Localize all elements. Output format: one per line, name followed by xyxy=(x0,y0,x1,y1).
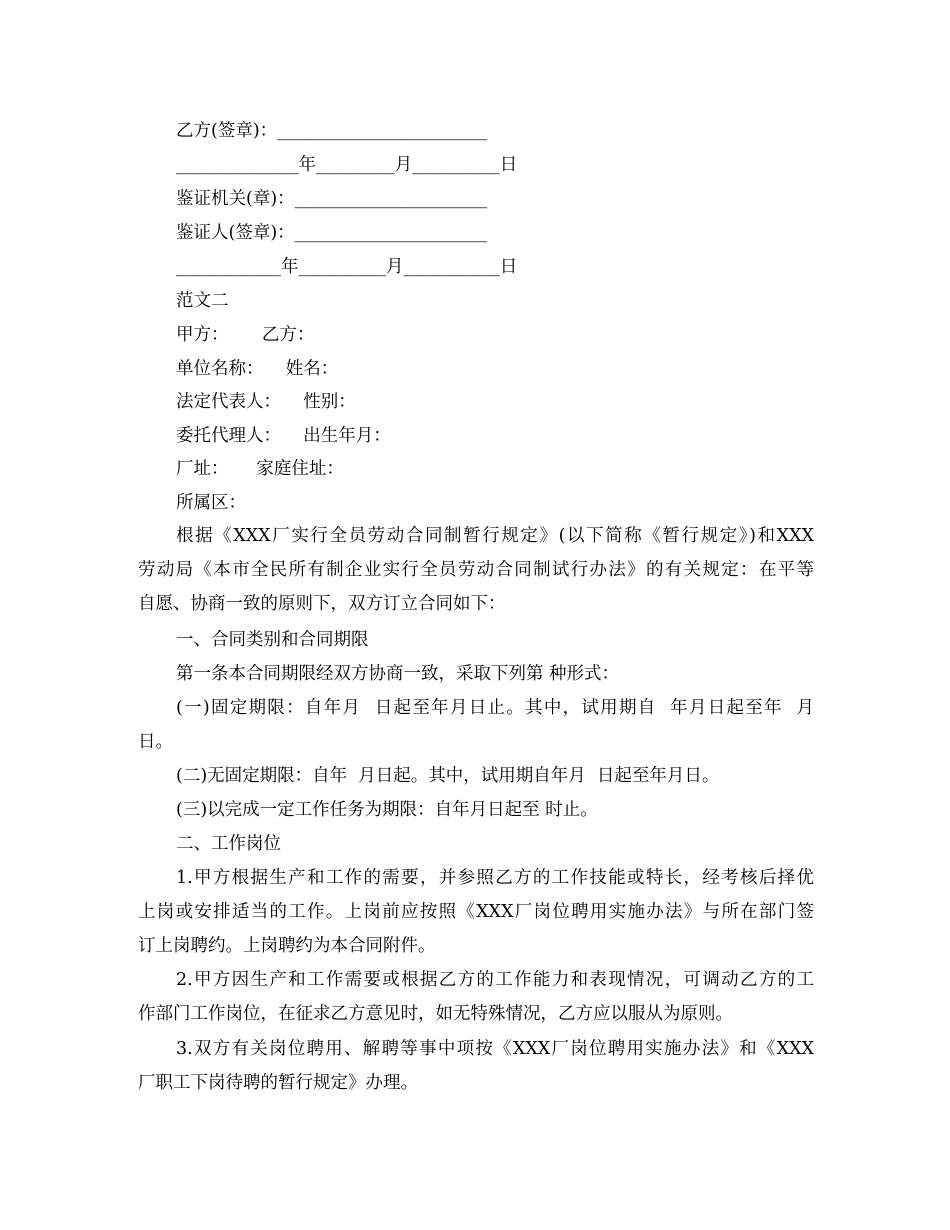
term-option-line: (一)固定期限：自年月 日起至年月日止。其中，试用期自 年月日起至年 月 xyxy=(176,698,814,718)
sample-title: 范文二 xyxy=(176,291,229,311)
paragraph-line: 1.甲方根据生产和工作的需要，并参照乙方的工作技能或特长，经考核后择优 xyxy=(176,868,814,888)
party-b-signature-line: 乙方(签章)：________________________ xyxy=(176,121,488,141)
date-line: ____________年__________月___________日 xyxy=(176,257,518,277)
article-text: 第一条本合同期限经双方协商一致，采取下列第 种形式： xyxy=(176,664,620,684)
parties-row: 厂址： 家庭住址： xyxy=(176,459,344,479)
section-heading: 一、合同类别和合同期限 xyxy=(176,630,369,650)
paragraph-line: 3.双方有关岗位聘用、解聘等事中项按《XXX厂岗位聘用实施办法》和《XXX xyxy=(176,1039,814,1059)
term-option-line: (二)无固定期限：自年 月日起。其中，试用期自年月 日起至年月日。 xyxy=(176,766,720,786)
authority-seal-line: 鉴证机关(章)：______________________ xyxy=(176,189,488,209)
parties-row: 所属区： xyxy=(176,493,246,513)
preamble-line: 自愿、协商一致的原则下，双方订立合同如下： xyxy=(138,594,506,614)
term-option-line: 日。 xyxy=(138,732,173,752)
paragraph-line: 厂职工下岗待聘的暂行规定》办理。 xyxy=(138,1073,418,1093)
parties-row: 单位名称： 姓名： xyxy=(176,359,339,379)
term-option-line: (三)以完成一定工作任务为期限：自年月日起至 时止。 xyxy=(176,800,598,820)
parties-row: 甲方： 乙方： xyxy=(176,325,315,345)
preamble-line: 劳动局《本市全民所有制企业实行全员劳动合同制试行办法》的有关规定：在平等 xyxy=(138,560,814,580)
paragraph-line: 上岗或安排适当的工作。上岗前应按照《XXX厂岗位聘用实施办法》与所在部门签 xyxy=(138,902,814,922)
paragraph-line: 作部门工作岗位，在征求乙方意见时，如无特殊情况，乙方应以服从为原则。 xyxy=(138,1004,733,1024)
verifier-signature-line: 鉴证人(签章)：______________________ xyxy=(176,223,488,243)
parties-row: 法定代表人： 性别： xyxy=(176,392,356,412)
section-heading: 二、工作岗位 xyxy=(176,834,281,854)
date-line: ______________年_________月__________日 xyxy=(176,155,518,175)
paragraph-line: 2.甲方因生产和工作需要或根据乙方的工作能力和表现情况，可调动乙方的工 xyxy=(176,970,814,990)
parties-row: 委托代理人： 出生年月： xyxy=(176,426,391,446)
paragraph-line: 订上岗聘约。上岗聘约为本合同附件。 xyxy=(138,936,436,956)
preamble-line: 根据《XXX厂实行全员劳动合同制暂行规定》(以下简称《暂行规定》)和XXX xyxy=(176,526,814,546)
